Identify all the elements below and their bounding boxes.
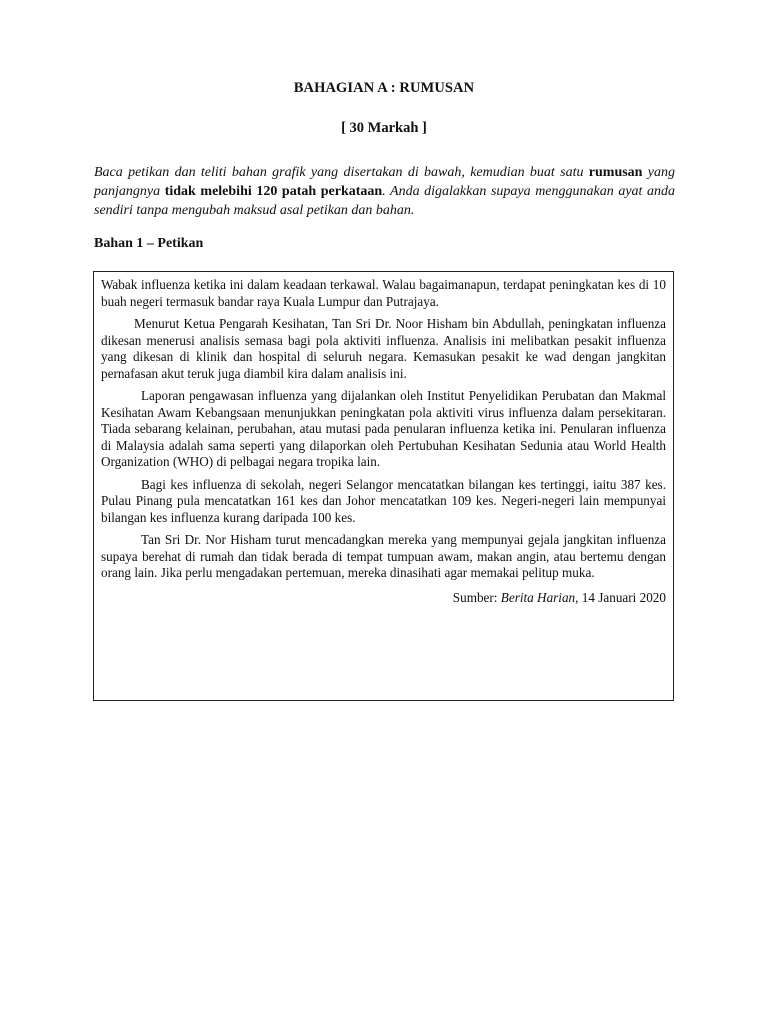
material-heading: Bahan 1 – Petikan	[94, 236, 204, 251]
instructions-bold-2: tidak melebihi 120 patah perkataan	[164, 184, 383, 199]
passage-paragraph-4: Bagi kes influenza di sekolah, negeri Selangor mencatatkan bilangan kes tertinggi, iaitu 387 kes. Pulau Pinang pula mencatatkan 161 kes dan Johor mencatatkan 109 kes. Negeri-negeri lain mempunyai bilangan kes influenza kurang daripada 100 kes.	[101, 476, 666, 525]
passage-paragraph-3: Laporan pengawasan influenza yang dijalankan oleh Institut Penyelidikan Perubatan dan Makmal Kesihatan Awam Kebangsaan menunjukkan peningkatan pola aktiviti virus influenza dalam persekitaran. Tiada sebarang kelainan, perubahan, atau mutasi pada penularan influenza ketika ini. Penularan influenza di Malaysia adalah sama seperti yang dilaporkan oleh Pertubuhan Kesihatan Sedunia atau World Health Organization (WHO) di pelbagai negara tropika lain.	[101, 388, 666, 469]
source-label: Sumber:	[452, 589, 501, 605]
marks-label: [ 30 Markah ]	[341, 120, 427, 136]
passage-paragraph-1: Wabak influenza ketika ini dalam keadaan terkawal. Walau bagaimanapun, terdapat peningkatan kes di 10 buah negeri termasuk bandar raya Kuala Lumpur dan Putrajaya.	[101, 277, 666, 309]
section-title: BAHAGIAN A : RUMUSAN	[293, 80, 475, 96]
instructions-text-1: Baca petikan dan teliti bahan grafik yang disertakan di bawah, kemudian buat satu	[94, 165, 589, 180]
passage-paragraph-2: Menurut Ketua Pengarah Kesihatan, Tan Sri Dr. Noor Hisham bin Abdullah, peningkatan influenza dikesan menerusi analisis semasa bagi pola aktiviti influenza. Analisis ini melibatkan pesakit influenza yang dikesan di klinik dan hospital di seluruh negara. Kemasukan pesakit ke wad dengan jangkitan pernafasan akut teruk juga diambil kira dalam analisis ini.	[101, 316, 666, 381]
instructions-text-3: . Anda digalakkan supaya menggunakan ayat anda sendiri tanpa mengubah maksud asal petikan dan bahan.	[94, 184, 676, 218]
source-title: Berita Harian	[500, 589, 576, 605]
instructions-text-2: yang panjangnya	[94, 165, 675, 199]
passage-source	[101, 590, 666, 607]
source-date: , 14 Januari 2020	[575, 589, 666, 605]
instructions-bold-1: rumusan	[588, 165, 643, 180]
passage-box	[93, 271, 674, 701]
passage-paragraph-5: Tan Sri Dr. Nor Hisham turut mencadangkan mereka yang mempunyai gejala jangkitan influenza supaya berehat di rumah dan tidak berada di tempat tumpuan awam, makan angin, atau bertemu dengan orang lain. Jika perlu mengadakan pertemuan, mereka dinasihati agar memakai pelitup muka.	[101, 532, 666, 580]
instructions-paragraph	[94, 163, 675, 220]
